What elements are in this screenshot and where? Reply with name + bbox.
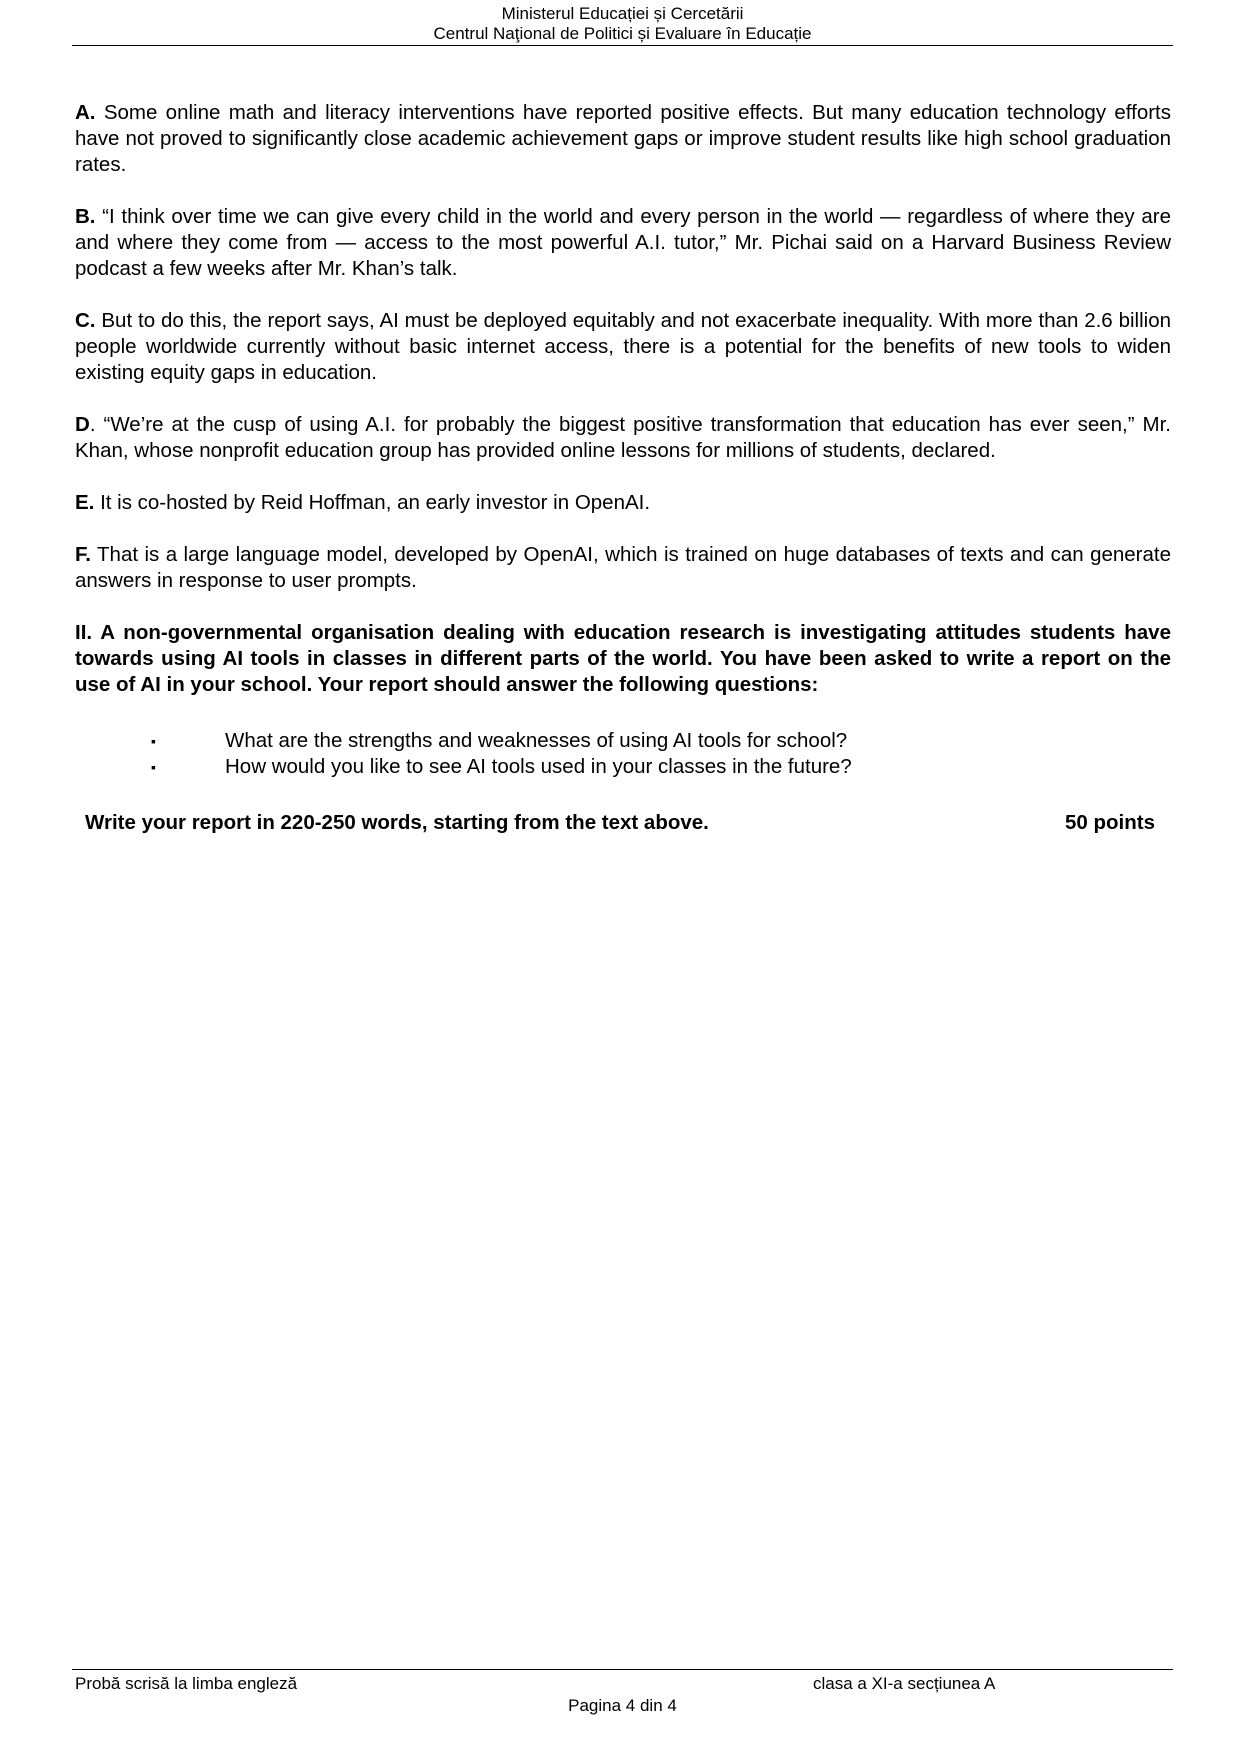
question-text: How would you like to see AI tools used in your classes in the future? <box>225 755 852 778</box>
paragraph-d <box>75 412 1171 464</box>
question-text: What are the strengths and weaknesses of using AI tools for school? <box>225 729 848 752</box>
paragraph-text: It is co-hosted by Reid Hoffman, an early investor in OpenAI. <box>94 491 651 514</box>
paragraph-label: B. <box>75 205 96 228</box>
paragraph-e <box>75 490 1171 516</box>
paragraph-a <box>75 100 1171 178</box>
bullet-icon: ▪ <box>151 759 156 775</box>
paragraph-text: “I think over time we can give every child in the world and every person in the world — regardless of where they are and where they come from — access to the most powerful A.I. tutor,” Mr. Pichai said on a Harvard Business Review podcast a few weeks after Mr. Khan’s talk. <box>75 205 1171 280</box>
page-number: Pagina 4 din 4 <box>568 1696 677 1715</box>
paragraph-label: D <box>75 413 90 436</box>
paragraph-c <box>75 308 1171 386</box>
header-ministry: Ministerul Educației și Cercetării <box>501 4 744 23</box>
page-header <box>72 4 1173 44</box>
paragraph-text: But to do this, the report says, AI must be deployed equitably and not exacerbate inequality. With more than 2.6 billion people worldwide currently without basic internet access, there is a potential for the benefits of new tools to widen existing equity gaps in education. <box>75 309 1171 384</box>
header-divider <box>72 45 1173 46</box>
bullet-icon: ▪ <box>151 733 156 749</box>
paragraph-label: A. <box>75 101 96 124</box>
instruction-row <box>75 810 1171 836</box>
list-item <box>75 754 1171 780</box>
paragraph-text: That is a large language model, developed by OpenAI, which is trained on huge databases of texts and can generate answers in response to user prompts. <box>75 543 1171 592</box>
header-center: Centrul Naţional de Politici și Evaluare în Educație <box>433 24 812 43</box>
footer-exam-name: Probă scrisă la limba engleză <box>75 1674 298 1693</box>
paragraph-label: C. <box>75 309 96 332</box>
document-body <box>75 100 1171 836</box>
question-list <box>75 728 1171 780</box>
instruction-text: Write your report in 220-250 words, starting from the text above. <box>85 811 709 834</box>
paragraph-f <box>75 542 1171 594</box>
paragraph-label: E. <box>75 491 95 514</box>
paragraph-text: . “We’re at the cusp of using A.I. for probably the biggest positive transformation that education has ever seen,” Mr. Khan, whose nonprofit education group has provided online lessons for millions of students, declared. <box>75 413 1171 462</box>
paragraph-text: Some online math and literacy interventions have reported positive effects. But many education technology efforts have not proved to significantly close academic achievement gaps or improve student results like high school graduation rates. <box>75 101 1171 176</box>
list-item <box>75 728 1171 754</box>
paragraph-b <box>75 204 1171 282</box>
task-prompt: II. A non-governmental organisation dealing with education research is investigating attitudes students have towards using AI tools in classes in different parts of the world. You have been asked to write a report on the use of AI in your school. Your report should answer the following questions: <box>75 621 1171 696</box>
points-value: 50 points <box>1065 811 1155 834</box>
footer-class-section: clasa a XI-a secțiunea A <box>813 1674 996 1693</box>
footer-divider <box>72 1669 1173 1670</box>
paragraph-label: F. <box>75 543 91 566</box>
